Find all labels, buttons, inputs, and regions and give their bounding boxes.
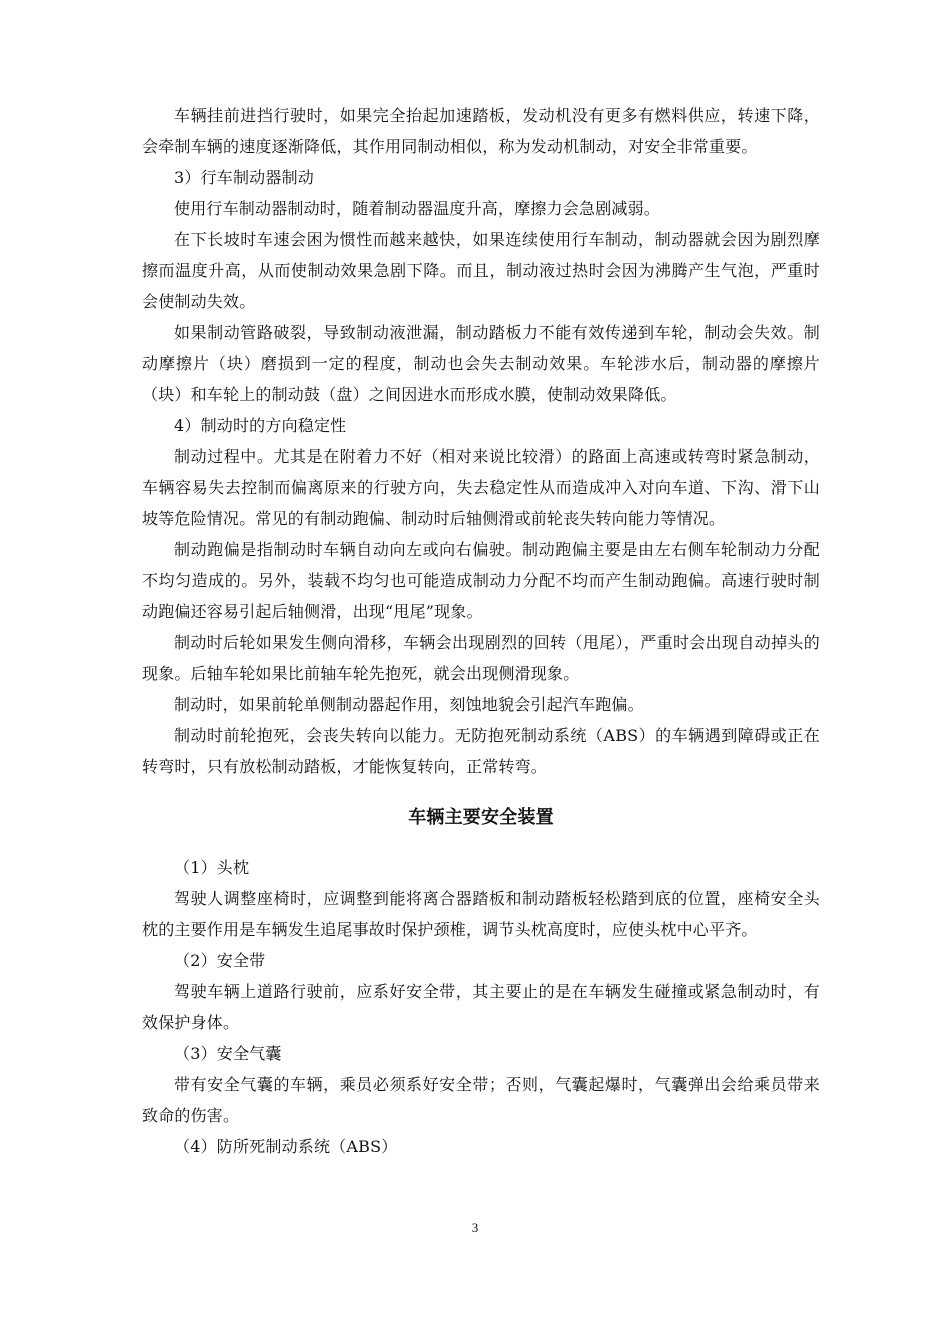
paragraph: 制动过程中。尤其是在附着力不好（相对来说比较滑）的路面上高速或转弯时紧急制动，车辆容易失去控制而偏离原来的行驶方向，失去稳定性从而造成冲入对向车道、下沟、滑下山坡等危险情况。常见的有制动跑偏、制动时后轴侧滑或前轮丧失转向能力等情况。 xyxy=(142,447,820,528)
section-heading: 车辆主要安全装置 xyxy=(408,807,554,828)
paragraph: 使用行车制动器制动时，随着制动器温度升高，摩擦力会急剧减弱。 xyxy=(174,199,661,218)
paragraph: 制动跑偏是指制动时车辆自动向左或向右偏驶。制动跑偏主要是由左右侧车轮制动力分配不均匀造成的。另外，装载不均匀也可能造成制动力分配不均而产生制动跑偏。高速行驶时制动跑偏还容易引起后轴侧滑，出现“甩尾”现象。 xyxy=(142,540,820,621)
paragraphs-top xyxy=(142,100,820,782)
paragraph: 驾驶车辆上道路行驶前，应系好安全带，其主要止的是在车辆发生碰撞或紧急制动时，有效保护身体。 xyxy=(142,982,820,1032)
subheading: （2）安全带 xyxy=(174,951,266,970)
paragraph: 在下长坡时车速会困为惯性而越来越快，如果连续使用行车制动，制动器就会因为剧烈摩擦而温度升高，从而使制动效果急剧下降。而且，制动液过热时会因为沸腾产生气泡，严重时会使制动失效。 xyxy=(142,230,820,311)
subheading: 4）制动时的方向稳定性 xyxy=(174,416,347,435)
paragraph: 制动时前轮抱死，会丧失转向以能力。无防抱死制动系统（ABS）的车辆遇到障碍或正在转弯时，只有放松制动踏板，才能恢复转向，正常转弯。 xyxy=(142,726,820,776)
subheading: （4）防所死制动系统（ABS） xyxy=(174,1137,398,1156)
subheading: 3）行车制动器制动 xyxy=(174,168,314,187)
paragraph: 制动时，如果前轮单侧制动器起作用，刻蚀地貌会引起汽车跑偏。 xyxy=(174,695,644,714)
subheading: （3）安全气囊 xyxy=(174,1044,282,1063)
subheading: （1）头枕 xyxy=(174,858,250,877)
page-number: 3 xyxy=(471,1220,479,1235)
paragraph: 带有安全气囊的车辆，乘员必须系好安全带；否则，气囊起爆时，气囊弹出会给乘员带来致命的伤害。 xyxy=(142,1075,820,1125)
paragraph: 驾驶人调整座椅时，应调整到能将离合器踏板和制动踏板轻松踏到底的位置，座椅安全头枕的主要作用是车辆发生追尾事故时保护颈椎，调节头枕高度时，应使头枕中心平齐。 xyxy=(142,889,820,939)
paragraph: 如果制动管路破裂，导致制动液泄漏，制动踏板力不能有效传递到车轮，制动会失效。制动摩擦片（块）磨损到一定的程度，制动也会失去制动效果。车轮涉水后，制动器的摩擦片（块）和车轮上的制动鼓（盘）之间因进水而形成水膜，使制动效果降低。 xyxy=(142,323,820,404)
paragraphs-bottom xyxy=(142,852,820,1162)
page-content xyxy=(142,100,820,1162)
paragraph: 制动时后轮如果发生侧向滑移，车辆会出现剧烈的回转（甩尾），严重时会出现自动掉头的现象。后轴车轮如果比前轴车轮先抱死，就会出现侧滑现象。 xyxy=(142,633,820,683)
paragraph: 车辆挂前进挡行驶时，如果完全抬起加速踏板，发动机没有更多有燃料供应，转速下降，会牵制车辆的速度逐渐降低，其作用同制动相似，称为发动机制动，对安全非常重要。 xyxy=(142,106,820,156)
